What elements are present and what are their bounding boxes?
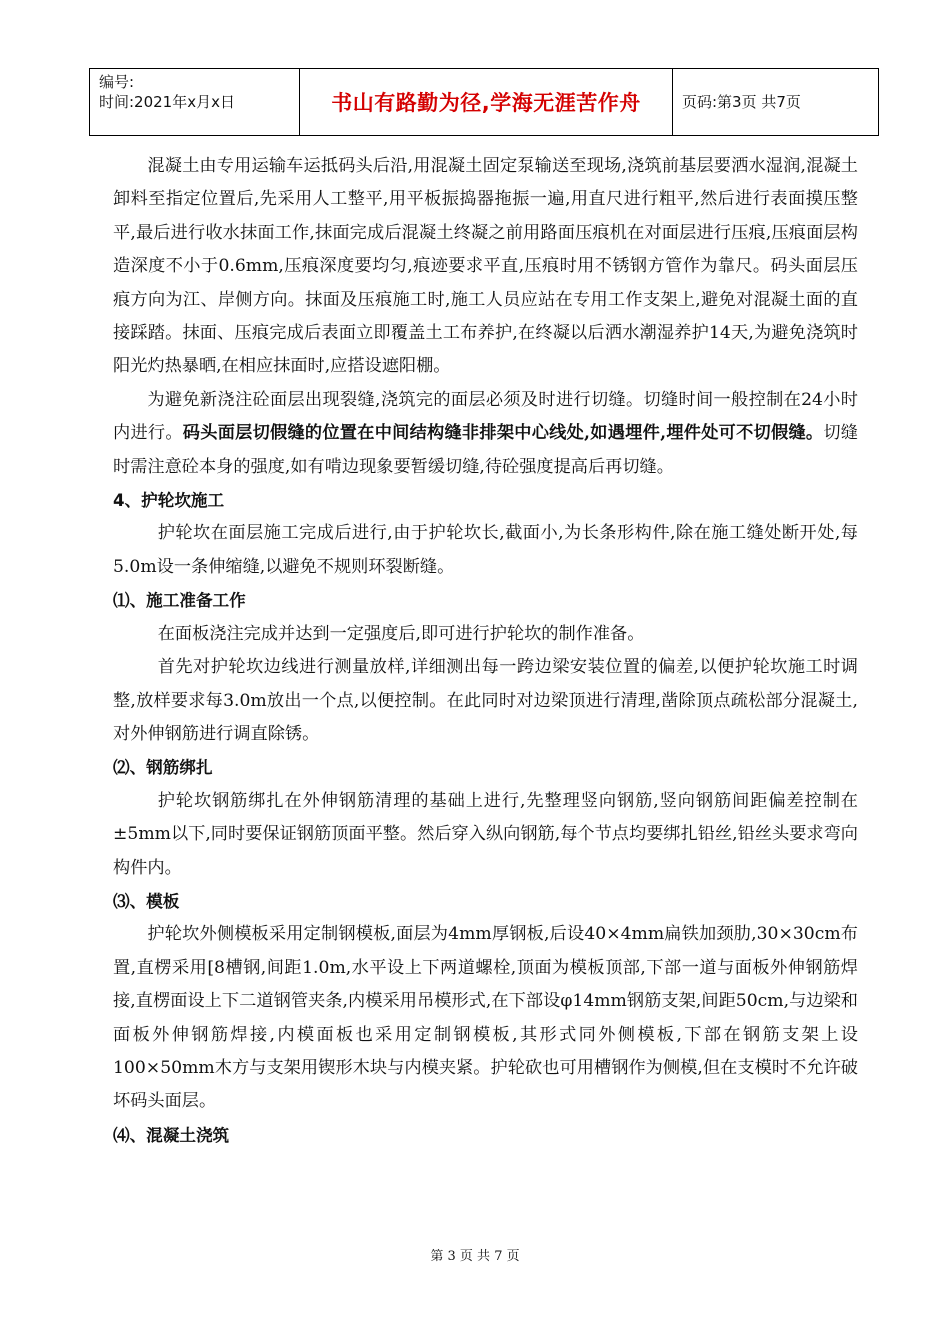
paragraph-cutting-joints-a: 为避免新浇注砼面层出现裂缝,浇筑完的面层必须及时进行切缝。切缝时间一般控制在24小时内进行。: [113, 389, 858, 444]
document-body: [113, 150, 858, 1152]
document-header: [89, 68, 879, 136]
paragraph-concrete-placement: 混凝土由专用运输车运抵码头后沿,用混凝土固定泵输送至现场,浇筑前基层要洒水湿润,混凝土卸料至指定位置后,先采用人工整平,用平板振捣器拖振一遍,用直尺进行粗平,然后进行表面摸压整平,最后进行收水抹面工作,抹面完成后混凝土终凝之前用路面压痕机在对面层进行压痕,压痕面层构造深度不小于0.6mm,压痕深度要均匀,痕迹要求平直,压痕时用不锈钢方管作为靠尺。码头面层压痕方向为江、岸侧方向。抹面及压痕施工时,施工人员应站在专用工作支架上,避免对混凝土面的直接踩踏。抹面、压痕完成后表面立即覆盖土工布养护,在终凝以后洒水潮湿养护14天,为避免浇筑时阳光灼热暴晒,在相应抹面时,应搭设遮阳棚。: [113, 156, 858, 377]
header-meta-cell: [90, 69, 300, 136]
subheading-formwork: ⑶、模板: [113, 891, 180, 911]
paragraph-cutting-joints-c: 切缝时需注意砼本身的强度,如有啃边现象要暂缓切缝,待砼强度提高后再切缝。: [113, 423, 858, 477]
page-footer: [0, 1245, 950, 1264]
subheading-rebar: ⑵、钢筋绑扎: [113, 758, 213, 778]
doc-time-label: 时间:2021年x月x日: [99, 93, 235, 111]
section-heading-4: 4、护轮坎施工: [113, 491, 225, 511]
header-motto-cell: [300, 69, 673, 136]
paragraph-curb-intro: 护轮坎在面层施工完成后进行,由于护轮坎长,截面小,为长条形构件,除在施工缝处断开处,每5.0m设一条伸缩缝,以避免不规则环裂断缝。: [113, 523, 858, 577]
paragraph-rebar: 护轮坎钢筋绑扎在外伸钢筋清理的基础上进行,先整理竖向钢筋,竖向钢筋间距偏差控制在±5mm以下,同时要保证钢筋顶面平整。然后穿入纵向钢筋,每个节点均要绑扎铅丝,铅丝头要求弯向构件内。: [113, 790, 858, 878]
paragraph-formwork: 护轮坎外侧模板采用定制钢模板,面层为4mm厚钢板,后设40×4mm扁铁加颈肋,30×30cm布置,直楞采用[8槽钢,间距1.0m,水平设上下两道螺栓,顶面为模板顶部,下部一道与面板外伸钢筋焊接,直楞面设上下二道钢管夹条,内模采用吊模形式,在下部设φ14mm钢筋支架,间距50cm,与边梁和面板外伸钢筋焊接,内模面板也采用定制钢模板,其形式同外侧模板,下部在钢筋支架上设100×50mm木方与支架用锲形木块与内模夹紧。护轮砍也可用槽钢作为侧模,但在支模时不允许破坏码头面层。: [113, 924, 858, 1112]
footer-page-number: 第 3 页 共 7 页: [430, 1249, 520, 1264]
header-page-info: 页码:第3页 共7页: [682, 93, 801, 111]
paragraph-cutting-joints: [113, 384, 858, 484]
subheading-concrete-pouring: ⑷、混凝土浇筑: [113, 1125, 230, 1145]
header-motto: 书山有路勤为径,学海无涯苦作舟: [331, 91, 641, 115]
paragraph-preparation-2: 首先对护轮坎边线进行测量放样,详细测出每一跨边梁安装位置的偏差,以便护轮坎施工时调整,放样要求每3.0m放出一个点,以便控制。在此同时对边梁顶进行清理,凿除顶点疏松部分混凝土,对外伸钢筋进行调直除锈。: [113, 657, 858, 744]
paragraph-preparation-1: 在面板浇注完成并达到一定强度后,即可进行护轮坎的制作准备。: [157, 623, 645, 644]
doc-number-label: 编号:: [99, 73, 135, 91]
header-page-cell: [673, 69, 879, 136]
paragraph-cutting-joints-bold: 码头面层切假缝的位置在中间结构缝非排架中心线处,如遇埋件,埋件处可不切假缝。: [182, 423, 824, 444]
subheading-preparation: ⑴、施工准备工作: [113, 591, 246, 611]
